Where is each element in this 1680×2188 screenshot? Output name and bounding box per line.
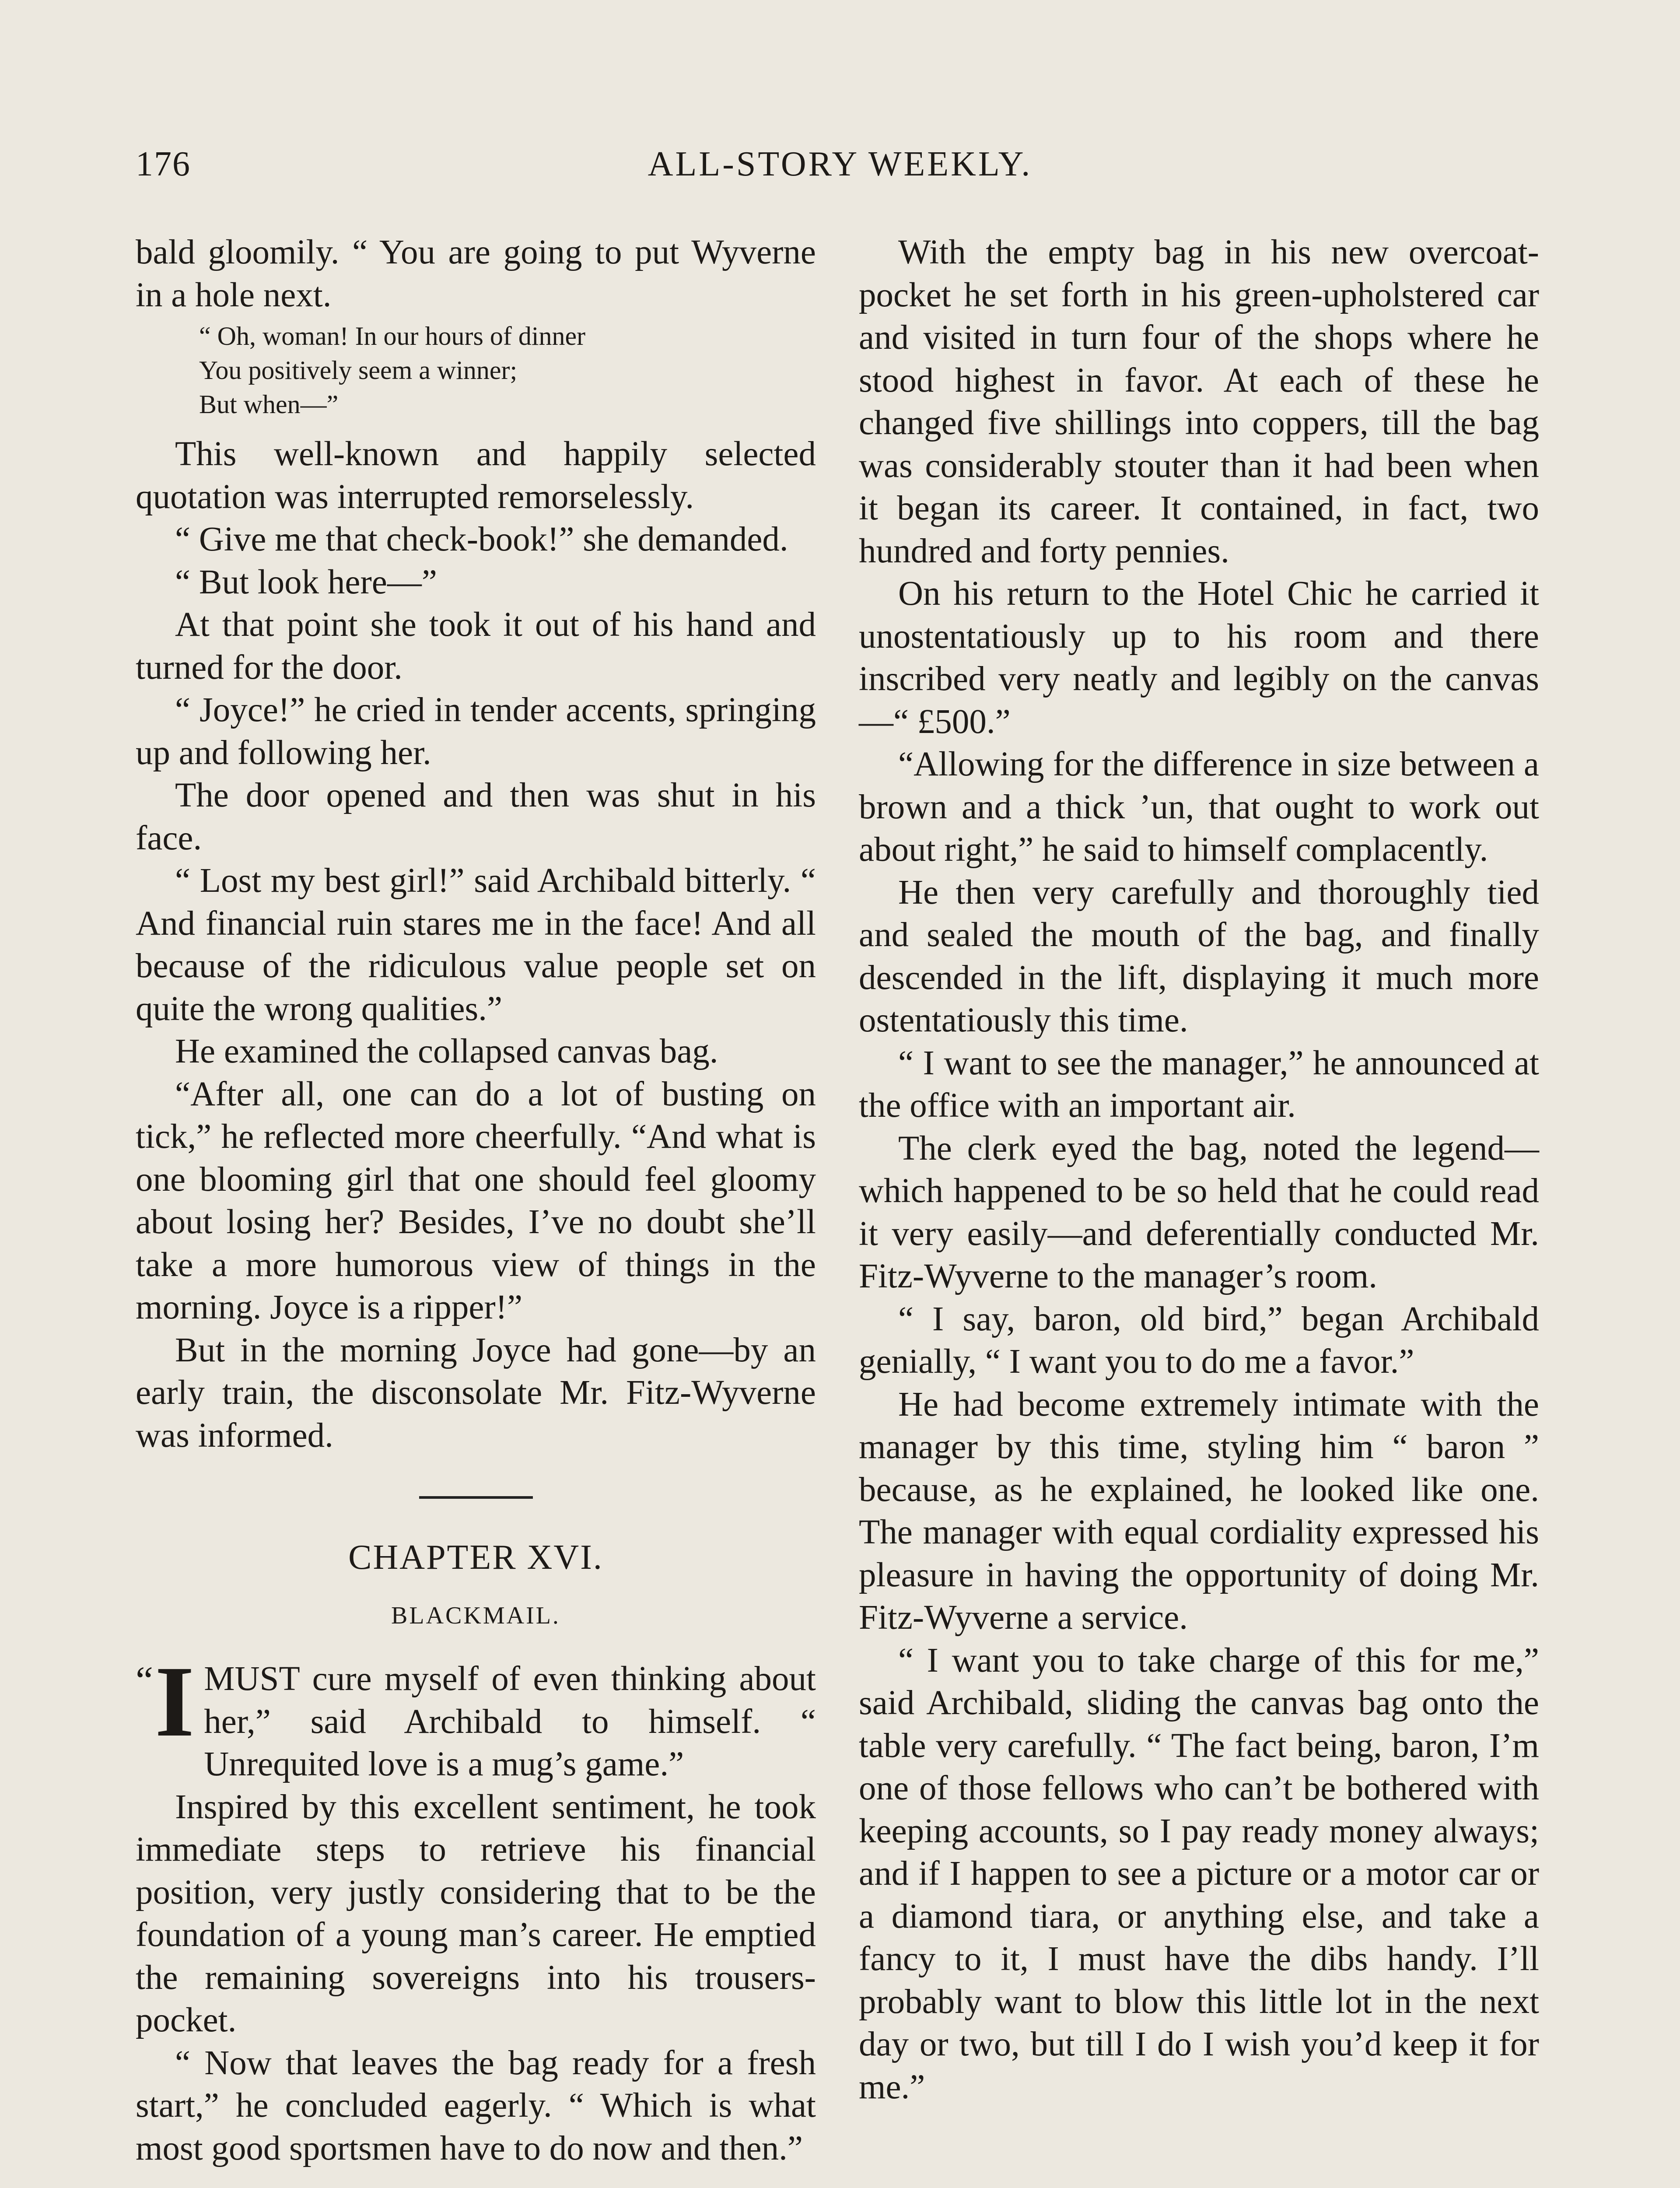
chapter-title: CHAPTER XVI. bbox=[348, 1538, 603, 1577]
paragraph: At that point she took it out of his hand and turned for the door. bbox=[136, 606, 816, 687]
chapter-subtitle: BLACKMAIL. bbox=[391, 1602, 560, 1629]
verse-line: “ Oh, woman! In our hours of dinner bbox=[199, 322, 586, 351]
paragraph: Inspired by this excellent sentiment, he took immediate steps to retrieve his financial position, very justly considering that to be the foundation of a young man’s career. He emptied the remaining sovereigns into his trousers-pocket. bbox=[136, 1788, 816, 2039]
paragraph: “ Now that leaves the bag ready for a fresh start,” he concluded eagerly. “ Which is what most good sportsmen have to do now and then.” bbox=[136, 2044, 816, 2167]
dropcap-letter: I bbox=[154, 1645, 195, 1758]
verse-line: You positively seem a winner; bbox=[199, 356, 518, 385]
paragraph-text: MUST cure myself of even thinking about her,” said Archibald to himself. “ Unrequited love is a mug’s game.” bbox=[204, 1660, 816, 1783]
paragraph: “ Give me that check-book!” she demanded. bbox=[175, 520, 788, 558]
paragraph: “Allowing for the difference in size between a brown and a thick ’un, that ought to work out about right,” he said to himself complacently. bbox=[859, 745, 1539, 869]
page-header bbox=[0, 144, 1680, 188]
verse-line: But when—” bbox=[199, 390, 339, 419]
left-column bbox=[136, 231, 816, 2170]
paragraph: “ But look here—” bbox=[175, 563, 437, 601]
paragraph: bald gloomily. “ You are going to put Wyverne in a hole next. bbox=[136, 233, 816, 314]
section-divider bbox=[419, 1496, 533, 1499]
page-number: 176 bbox=[136, 145, 191, 183]
dropcap-quote: “ bbox=[136, 1659, 153, 1702]
paragraph: The clerk eyed the bag, noted the legend—which happened to be so held that he could read it very easily—and deferentially conducted Mr. Fitz-Wyverne to the manager’s room. bbox=[859, 1129, 1539, 1295]
running-head: ALL-STORY WEEKLY. bbox=[648, 145, 1032, 183]
paragraph: But in the morning Joyce had gone—by an early train, the disconsolate Mr. Fitz-Wyverne was informed. bbox=[136, 1331, 816, 1455]
paragraph: On his return to the Hotel Chic he carried it unostentatiously up to his room and there inscribed very neatly and legibly on the canvas—“ £500.” bbox=[859, 575, 1539, 741]
paragraph: He had become extremely intimate with the manager by this time, styling him “ baron ” because, as he explained, he looked like one. The manager with equal cordiality expressed his pleasure in having the opportunity of doing Mr. Fitz-Wyverne a service. bbox=[859, 1385, 1539, 1637]
paragraph: He examined the collapsed canvas bag. bbox=[175, 1032, 718, 1070]
paragraph: The door opened and then was shut in his face. bbox=[136, 776, 816, 857]
paragraph: “ I say, baron, old bird,” began Archibald genially, “ I want you to do me a favor.” bbox=[859, 1300, 1539, 1381]
paragraph: “ I want you to take charge of this for me,” said Archibald, sliding the canvas bag onto the table very carefully. “ The fact being, baron, I’m one of those fellows who can’t be bothered with keeping accounts, so I pay ready money always; and if I happen to see a picture or a motor car or a diamond tiara, or anything else, and take a fancy to it, I must have the dibs handy. I’ll probably want to blow this little lot in the next day or two, but till I do I wish you’d keep it for me.” bbox=[859, 1641, 1539, 2106]
paragraph: This well-known and happily selected quotation was interrupted remorselessly. bbox=[136, 435, 816, 516]
paragraph: “ Lost my best girl!” said Archibald bitterly. “ And financial ruin stares me in the face! And all because of the ridiculous value people set on quite the wrong qualities.” bbox=[136, 862, 816, 1028]
paragraph: “ I want to see the manager,” he announced at the office with an important air. bbox=[859, 1044, 1539, 1125]
paragraph: With the empty bag in his new overcoat-pocket he set forth in his green-upholstered car and visited in turn four of the shops where he stood highest in favor. At each of these he changed five shillings into coppers, till the bag was considerably stouter than it had been when it began its career. It contained, in fact, two hundred and forty pennies. bbox=[859, 233, 1539, 570]
chapter-opening-paragraph bbox=[136, 1645, 816, 1786]
paragraph: “After all, one can do a lot of busting on tick,” he reflected more cheerfully. “And what is one blooming girl that one should feel gloomy about losing her? Besides, I’ve no doubt she’ll take a more humorous view of things in the morning. Joyce is a ripper!” bbox=[136, 1075, 816, 1326]
paragraph: “ Joyce!” he cried in tender accents, springing up and following her. bbox=[136, 691, 816, 772]
paragraph: He then very carefully and thoroughly tied and sealed the mouth of the bag, and finally descended in the lift, displaying it much more ostentatiously this time. bbox=[859, 873, 1539, 1039]
verse-quotation bbox=[199, 319, 816, 421]
right-column bbox=[859, 231, 1539, 2108]
